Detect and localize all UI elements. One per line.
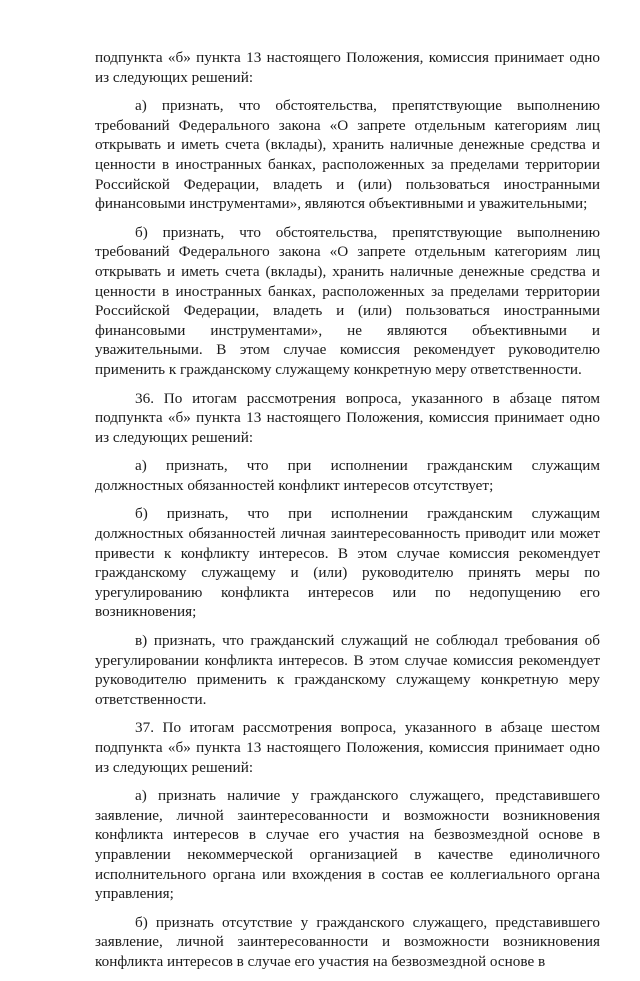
paragraph-36b: б) признать, что при исполнении гражданским служащим должностных обязанностей личная заинтересованность приводит или может привести к конфликту интересов. В этом случае комиссия рекомендует гражданскому служащему и (или) руководителю принять меры по урегулированию конфликта интересов или по недопущению его возникновения; — [95, 505, 600, 621]
paragraph-36a: а) признать, что при исполнении гражданским служащим должностных обязанностей конфликт интересов отсутствует; — [95, 457, 600, 494]
paragraph-35a: а) признать, что обстоятельства, препятствующие выполнению требований Федерального закона «О запрете отдельным категориям лиц открывать и иметь счета (вклады), хранить наличные денежные средства и ценности в иностранных банках, расположенных за пределами территории Российской Федерации, владеть и (или) пользоваться иностранными финансовыми инструментами», являются объективными и уважительными; — [95, 97, 600, 213]
paragraph-37a: а) признать наличие у гражданского служащего, представившего заявление, личной заинтересованности и возможности возникновения конфликта интересов в случае его участия на безвозмездной основе в управлении некоммерческой организацией в качестве единоличного исполнительного органа или вхождения в состав ее коллегиального органа управления; — [95, 787, 600, 903]
document-page — [95, 48, 600, 981]
paragraph-36c: в) признать, что гражданский служащий не соблюдал требования об урегулировании конфликта интересов. В этом случае комиссия рекомендует руководителю применить к гражданскому служащему конкретную меру ответственности. — [95, 632, 600, 708]
paragraph-37: 37. По итогам рассмотрения вопроса, указанного в абзаце шестом подпункта «б» пункта 13 настоящего Положения, комиссия принимает одно из следующих решений: — [95, 719, 600, 776]
paragraph-37b: б) признать отсутствие у гражданского служащего, представившего заявление, личной заинтересованности и возможности возникновения конфликта интересов в случае его участия на безвозмездной основе в — [95, 913, 600, 970]
paragraph-36: 36. По итогам рассмотрения вопроса, указанного в абзаце пятом подпункта «б» пункта 13 настоящего Положения, комиссия принимает одно из следующих решений: — [95, 389, 600, 446]
paragraph-35b: б) признать, что обстоятельства, препятствующие выполнению требований Федерального закона «О запрете отдельным категориям лиц открывать и иметь счета (вклады), хранить наличные денежные средства и ценности в иностранных банках, расположенных за пределами территории Российской Федерации, владеть и (или) пользоваться иностранными финансовыми инструментами», не являются объективными и уважительными. В этом случае комиссия рекомендует руководителю применить к гражданскому служащему конкретную меру ответственности. — [95, 223, 600, 378]
paragraph-continuation: подпункта «б» пункта 13 настоящего Положения, комиссия принимает одно из следующих решений: — [95, 49, 600, 86]
